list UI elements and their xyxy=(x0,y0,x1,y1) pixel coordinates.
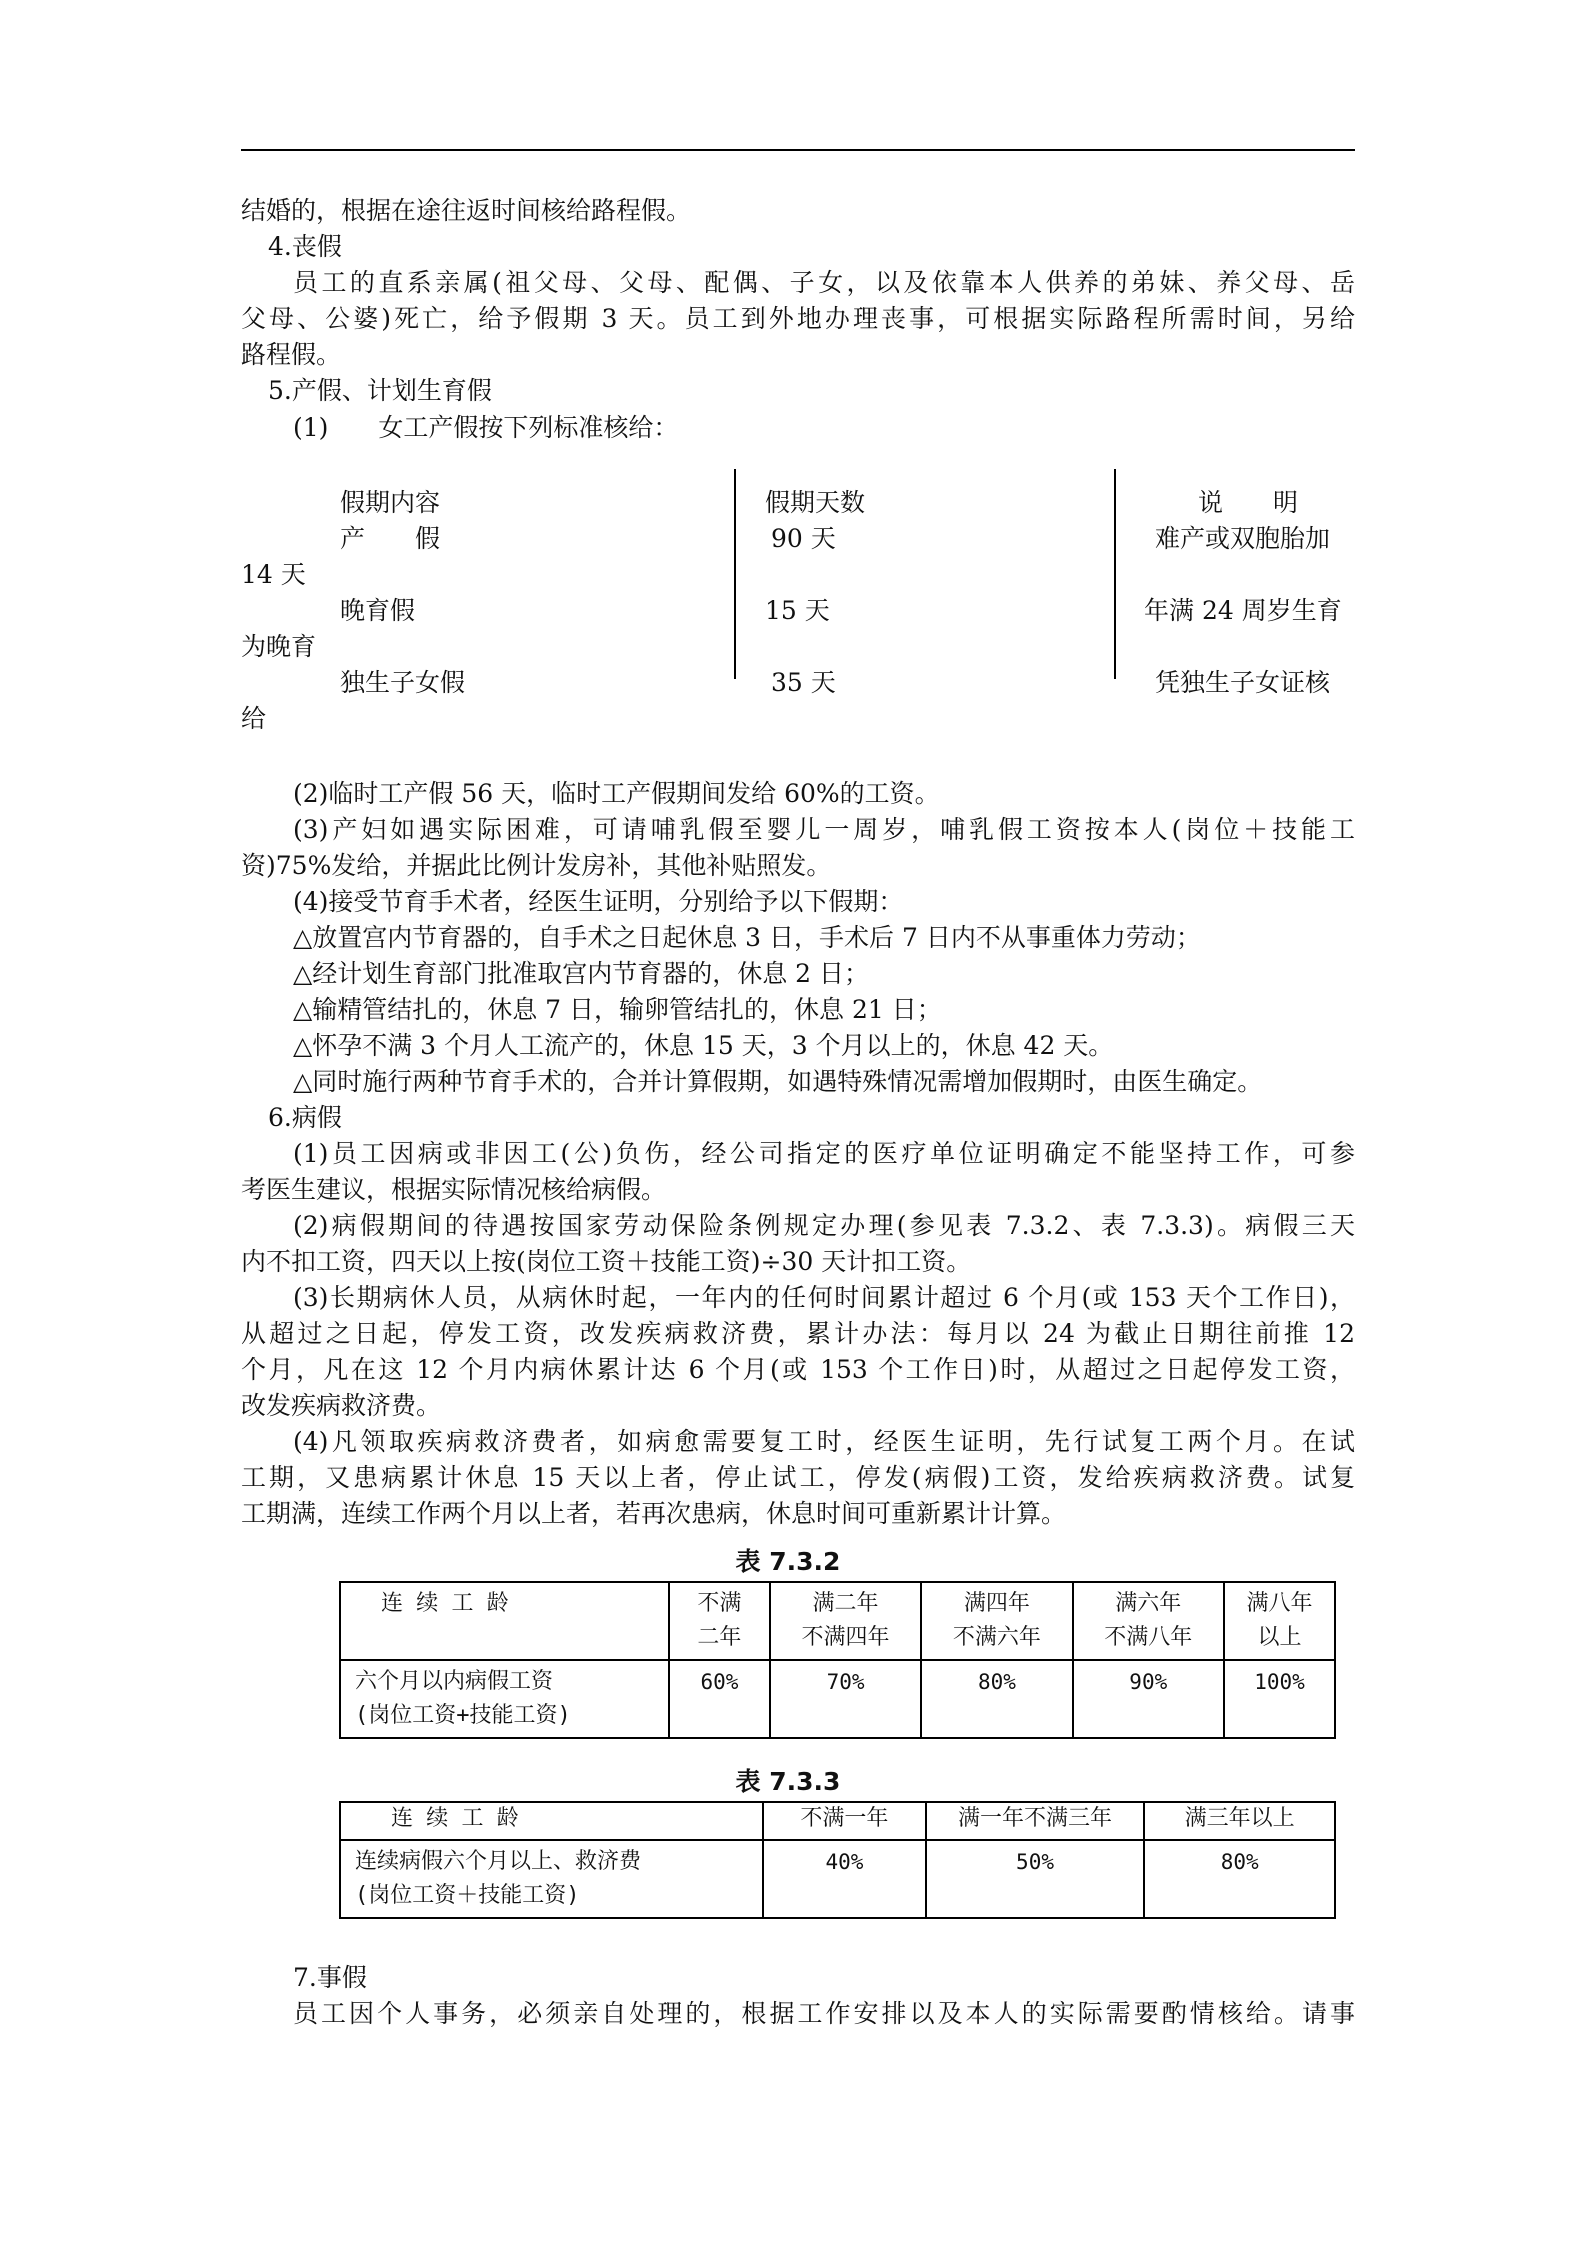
table-cell: 80% xyxy=(1144,1840,1335,1918)
paragraph-line: 员工的直系亲属(祖父母、父母、配偶、子女，以及依靠本人供养的弟妹、养父母、岳 xyxy=(293,268,1355,297)
matrix-days: 35 天 xyxy=(771,668,836,697)
paragraph-line: (1)员工因病或非因工(公)负伤，经公司指定的医疗单位证明确定不能坚持工作，可参 xyxy=(293,1139,1355,1168)
paragraph-line: (4)接受节育手术者，经医生证明，分别给予以下假期： xyxy=(293,887,904,916)
table-row-label: 连续病假六个月以上、救济费 (岗位工资＋技能工资) xyxy=(340,1840,763,1918)
paragraph-line: 改发疾病救济费。 xyxy=(241,1391,442,1420)
paragraph-line: 路程假。 xyxy=(241,340,342,369)
table-cell: 50% xyxy=(926,1840,1145,1918)
matrix-header-note: 说 明 xyxy=(1198,488,1299,517)
table-cell: 90% xyxy=(1073,1660,1224,1738)
table-cell: 70% xyxy=(770,1660,921,1738)
matrix-type: 晚育假 xyxy=(340,596,416,625)
table-header: 满三年以上 xyxy=(1144,1802,1335,1840)
matrix-days: 15 天 xyxy=(765,596,830,625)
list-item: △输精管结扎的，休息 7 日，输卵管结扎的，休息 21 日； xyxy=(293,995,942,1024)
sick-pay-table-732 xyxy=(339,1581,1336,1739)
matrix-note-wrap: 14 天 xyxy=(241,560,306,589)
paragraph-line: (3)长期病休人员，从病休时起，一年内的任何时间累计超过 6 个月(或 153 天个工作日)， xyxy=(293,1283,1355,1312)
matrix-days: 90 天 xyxy=(771,524,836,553)
table-header: 满二年 不满四年 xyxy=(770,1582,921,1660)
table-row-label: 六个月以内病假工资 (岗位工资+技能工资) xyxy=(340,1660,669,1738)
paragraph-line: 工期，又患病累计休息 15 天以上者，停止试工，停发(病假)工资，发给疾病救济费。试复 xyxy=(241,1463,1355,1492)
relief-table-733 xyxy=(339,1801,1336,1919)
matrix-header-type: 假期内容 xyxy=(340,488,441,517)
matrix-type: 独生子女假 xyxy=(340,668,466,697)
paragraph-line: 内不扣工资，四天以上按(岗位工资＋技能工资)÷30 天计扣工资。 xyxy=(241,1247,972,1276)
table-cell: 100% xyxy=(1224,1660,1335,1738)
column-divider xyxy=(1114,469,1116,679)
list-item: △放置宫内节育器的，自手术之日起休息 3 日，手术后 7 日内不从事重体力劳动； xyxy=(293,923,1201,952)
paragraph-line: 父母、公婆)死亡，给予假期 3 天。员工到外地办理丧事，可根据实际路程所需时间，另给 xyxy=(241,304,1355,333)
list-item: △同时施行两种节育手术的，合并计算假期，如遇特殊情况需增加假期时，由医生确定。 xyxy=(293,1067,1263,1096)
header-rule xyxy=(241,149,1355,151)
paragraph-line: 员工因个人事务，必须亲自处理的，根据工作安排以及本人的实际需要酌情核给。请事 xyxy=(293,1999,1355,2028)
table-header: 连 续 工 龄 xyxy=(340,1582,669,1660)
table-header: 满六年 不满八年 xyxy=(1073,1582,1224,1660)
list-item: △怀孕不满 3 个月人工流产的，休息 15 天，3 个月以上的，休息 42 天。 xyxy=(293,1031,1114,1060)
paragraph-line: (4)凡领取疾病救济费者，如病愈需要复工时，经医生证明，先行试复工两个月。在试 xyxy=(293,1427,1355,1456)
matrix-note: 年满 24 周岁生育 xyxy=(1144,596,1342,625)
section-heading-maternity: 5.产假、计划生育假 xyxy=(268,376,492,405)
matrix-type: 产 假 xyxy=(340,524,441,553)
table-header: 连 续 工 龄 xyxy=(340,1802,763,1840)
paragraph-line: (3)产妇如遇实际困难，可请哺乳假至婴儿一周岁，哺乳假工资按本人(岗位＋技能工 xyxy=(293,815,1355,844)
table-cell: 80% xyxy=(921,1660,1072,1738)
paragraph-line: 从超过之日起，停发工资，改发疾病救济费，累计办法：每月以 24 为截止日期往前推 12 xyxy=(241,1319,1355,1348)
paragraph-line: 工期满，连续工作两个月以上者，若再次患病，休息时间可重新累计计算。 xyxy=(241,1499,1067,1528)
table-header: 满一年不满三年 xyxy=(926,1802,1145,1840)
table-header: 满八年 以上 xyxy=(1224,1582,1335,1660)
table-header: 不满一年 xyxy=(763,1802,925,1840)
matrix-note: 难产或双胞胎加 xyxy=(1155,524,1331,553)
paragraph-line: 个月，凡在这 12 个月内病休累计达 6 个月(或 153 个工作日)时，从超过之日起停发工资， xyxy=(241,1355,1355,1384)
matrix-header-days: 假期天数 xyxy=(765,488,866,517)
section-heading-sick: 6.病假 xyxy=(268,1103,342,1132)
matrix-note-wrap: 给 xyxy=(241,704,267,733)
paragraph-line: 资)75%发给，并据此比例计发房补，其他补贴照发。 xyxy=(241,851,832,880)
table-cell: 60% xyxy=(669,1660,770,1738)
list-item: △经计划生育部门批准取宫内节育器的，休息 2 日； xyxy=(293,959,870,988)
section-heading-bereavement: 4.丧假 xyxy=(268,232,342,261)
table-caption: 表 7.3.2 xyxy=(735,1547,841,1576)
section-heading-personal: 7.事假 xyxy=(293,1963,367,1992)
table-cell: 40% xyxy=(763,1840,925,1918)
table-caption: 表 7.3.3 xyxy=(735,1767,841,1796)
paragraph-line: (2)临时工产假 56 天，临时工产假期间发给 60%的工资。 xyxy=(293,779,940,808)
column-divider xyxy=(734,469,736,679)
table-header: 不满 二年 xyxy=(669,1582,770,1660)
matrix-note: 凭独生子女证核 xyxy=(1155,668,1331,697)
paragraph-line: (1) 女工产假按下列标准核给： xyxy=(293,413,679,442)
paragraph-line: 考医生建议，根据实际情况核给病假。 xyxy=(241,1175,667,1204)
paragraph-line: (2)病假期间的待遇按国家劳动保险条例规定办理(参见表 7.3.2、表 7.3.3)。病假三天 xyxy=(293,1211,1355,1240)
matrix-note-wrap: 为晚育 xyxy=(241,632,317,661)
paragraph-line: 结婚的，根据在途往返时间核给路程假。 xyxy=(241,196,692,225)
table-header: 满四年 不满六年 xyxy=(921,1582,1072,1660)
